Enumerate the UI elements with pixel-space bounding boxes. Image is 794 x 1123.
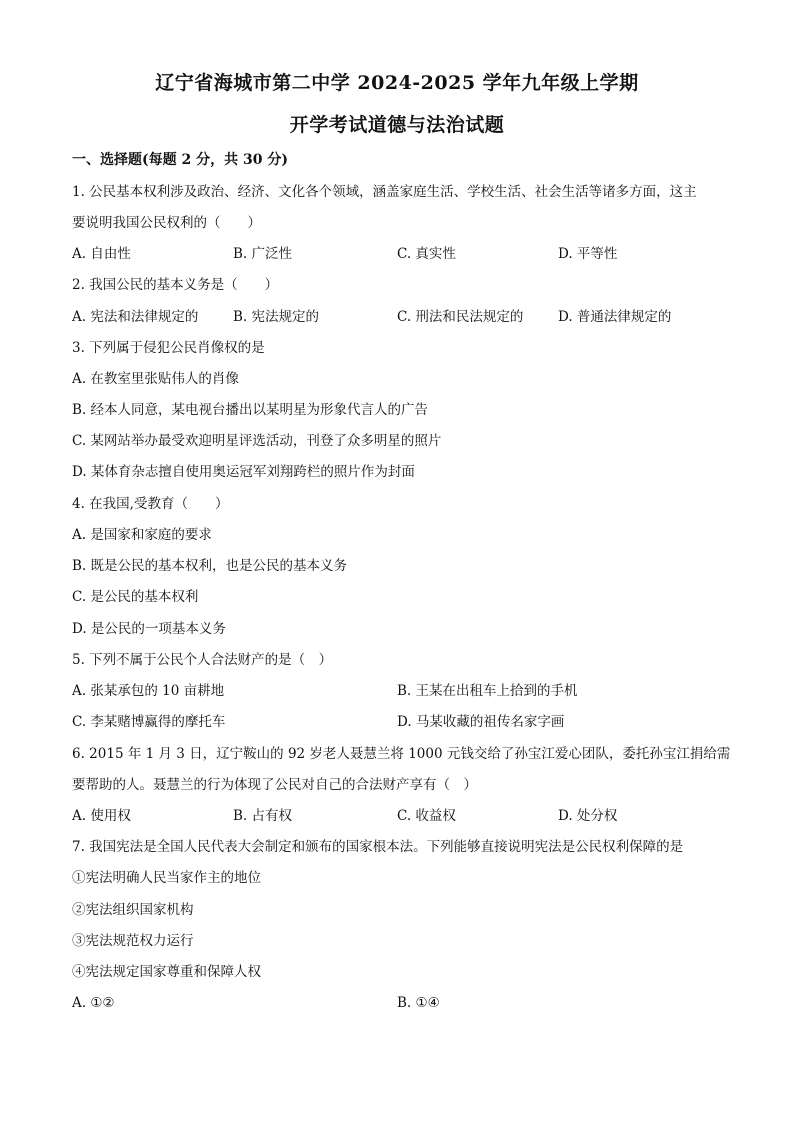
q5-option-c: C. 李某赌博赢得的摩托车 — [72, 714, 226, 730]
q1-option-c: C. 真实性 — [397, 246, 456, 262]
q1-stem-line-1: 1. 公民基本权利涉及政治、经济、文化各个领域，涵盖家庭生活、学校生活、社会生活等诸多方面，这主 — [72, 184, 697, 200]
q4-option-d: D. 是公民的一项基本义务 — [72, 621, 226, 637]
q3-option-c: C. 某网站举办最受欢迎明星评选活动，刊登了众多明星的照片 — [72, 433, 442, 449]
q4-option-b: B. 既是公民的基本权利，也是公民的基本义务 — [72, 558, 348, 574]
q1-option-b: B. 广泛性 — [233, 246, 293, 262]
q2-option-d: D. 普通法律规定的 — [558, 309, 672, 325]
q7-stem: 7. 我国宪法是全国人民代表大会制定和颁布的国家根本法。下列能够直接说明宪法是公民权利保障的是 — [72, 839, 684, 855]
q1-stem-line-2: 要说明我国公民权利的（ ） — [72, 215, 261, 231]
q3-option-b: B. 经本人同意，某电视台播出以某明星为形象代言人的广告 — [72, 402, 429, 418]
q7-option-a: A. ①② — [72, 995, 115, 1011]
q5-option-a: A. 张某承包的 10 亩耕地 — [72, 683, 225, 699]
q3-option-d: D. 某体育杂志擅自使用奥运冠军刘翔跨栏的照片作为封面 — [72, 464, 415, 480]
q2-option-a: A. 宪法和法律规定的 — [72, 309, 199, 325]
q5-option-d: D. 马某收藏的祖传名家字画 — [397, 714, 565, 730]
q6-option-b: B. 占有权 — [233, 808, 293, 824]
q7-item-4: ④宪法规定国家尊重和保障人权 — [72, 964, 261, 980]
q2-option-b: B. 宪法规定的 — [233, 309, 320, 325]
q4-option-a: A. 是国家和家庭的要求 — [72, 527, 212, 543]
q7-option-b: B. ①④ — [397, 995, 440, 1011]
q7-item-2: ②宪法组织国家机构 — [72, 902, 194, 918]
q2-stem: 2. 我国公民的基本义务是（ ） — [72, 277, 279, 293]
q3-option-a: A. 在教室里张贴伟人的肖像 — [72, 371, 239, 387]
section-heading-choice: 一、选择题(每题 2 分，共 30 分) — [72, 152, 288, 168]
q7-item-3: ③宪法规范权力运行 — [72, 933, 194, 949]
q4-stem: 4. 在我国,受教育（ ） — [72, 496, 229, 512]
q6-option-c: C. 收益权 — [397, 808, 456, 824]
q6-option-d: D. 处分权 — [558, 808, 618, 824]
q5-option-b: B. 王某在出租车上拾到的手机 — [397, 683, 578, 699]
q1-option-a: A. 自由性 — [72, 246, 131, 262]
q4-option-c: C. 是公民的基本权利 — [72, 589, 199, 605]
q1-option-d: D. 平等性 — [558, 246, 618, 262]
q6-option-a: A. 使用权 — [72, 808, 131, 824]
exam-title-line-2: 开学考试道德与法治试题 — [289, 114, 505, 136]
exam-title-line-1: 辽宁省海城市第二中学 2024-2025 学年九年级上学期 — [155, 72, 639, 94]
q2-option-c: C. 刑法和民法规定的 — [397, 309, 524, 325]
q3-stem: 3. 下列属于侵犯公民肖像权的是 — [72, 340, 265, 356]
q6-stem-line-1: 6. 2015 年 1 月 3 日，辽宁鞍山的 92 岁老人聂慧兰将 1000 元钱交给了孙宝江爱心团队，委托孙宝江捐给需 — [72, 746, 731, 762]
q6-stem-line-2: 要帮助的人。聂慧兰的行为体现了公民对自己的合法财产享有（ ） — [72, 777, 477, 793]
q5-stem: 5. 下列不属于公民个人合法财产的是（ ） — [72, 652, 333, 668]
q7-item-1: ①宪法明确人民当家作主的地位 — [72, 870, 261, 886]
